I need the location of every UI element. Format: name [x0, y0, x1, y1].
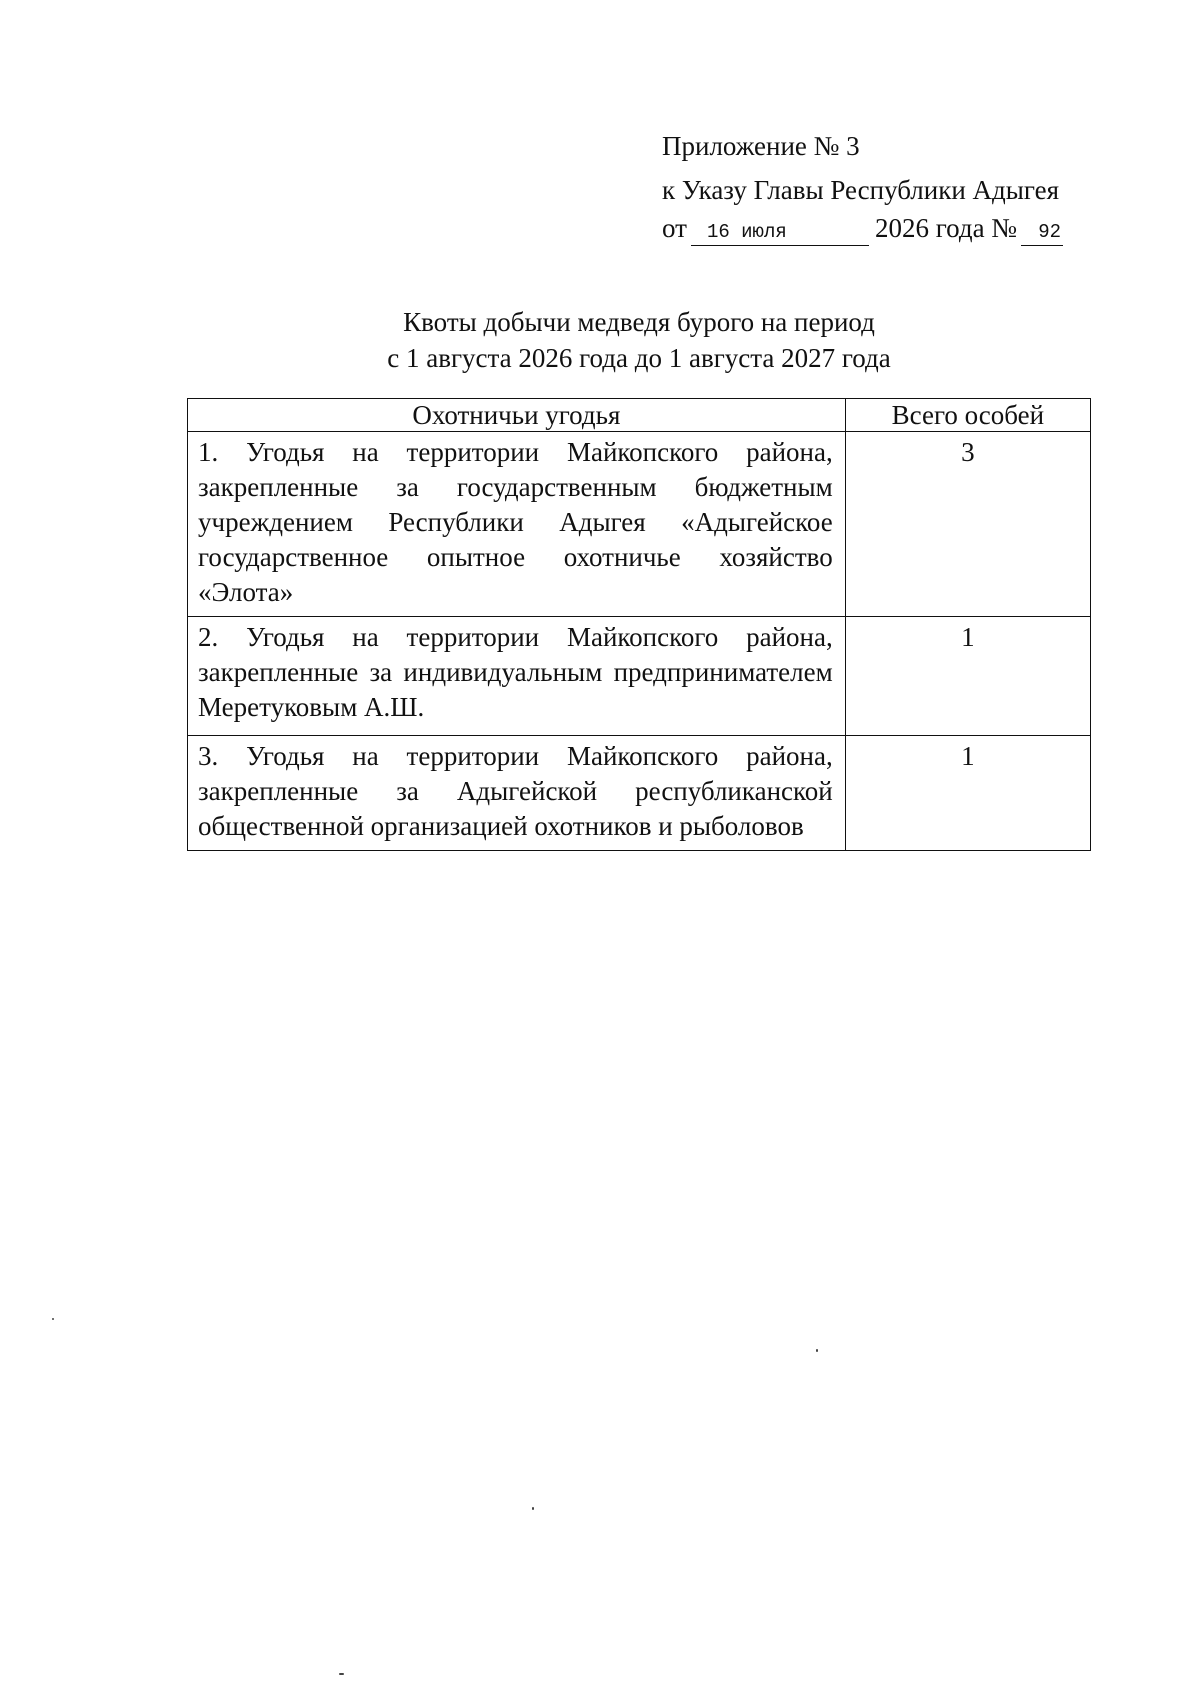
scan-speck [52, 1318, 54, 1320]
hunting-grounds-cell: 2. Угодья на территории Майкопского района, закрепленные за индивидуальным предпринимателем Меретуковым А.Ш. [188, 617, 846, 736]
decree-date-line [662, 210, 1092, 246]
table-row [188, 617, 1091, 736]
animal-count-cell: 3 [845, 432, 1090, 617]
document-title-line1: Квоты добычи медведя бурого на период [403, 307, 875, 337]
decree-number-field: 92 [1021, 219, 1063, 246]
hunting-grounds-cell: 3. Угодья на территории Майкопского района, закрепленные за Адыгейской республиканской общественной организацией охотников и рыболовов [188, 736, 846, 851]
scan-speck [816, 1349, 818, 1352]
document-title [188, 304, 1090, 376]
table-header-row [188, 399, 1091, 432]
scan-speck [339, 1673, 344, 1675]
scan-speck [532, 1507, 534, 1510]
appendix-header [662, 128, 1092, 246]
decree-year-text: 2026 года № [874, 213, 1018, 243]
animal-count-cell: 1 [845, 736, 1090, 851]
decree-reference: к Указу Главы Республики Адыгея [662, 175, 1060, 205]
animal-count-cell: 1 [845, 617, 1090, 736]
date-prefix: от [662, 213, 687, 243]
document-title-line2: с 1 августа 2026 года до 1 августа 2027 года [387, 343, 891, 373]
table-row [188, 736, 1091, 851]
header-hunting-grounds: Охотничьи угодья [188, 399, 846, 432]
appendix-title: Приложение № 3 [662, 131, 860, 161]
quota-table [187, 398, 1091, 851]
hunting-grounds-cell: 1. Угодья на территории Майкопского района, закрепленные за государственным бюджетным учреждением Республики Адыгея «Адыгейское государственное опытное охотничье хозяйство «Элота» [188, 432, 846, 617]
decree-date-field: 16 июля [691, 219, 869, 246]
table-row [188, 432, 1091, 617]
header-total-animals: Всего особей [845, 399, 1090, 432]
